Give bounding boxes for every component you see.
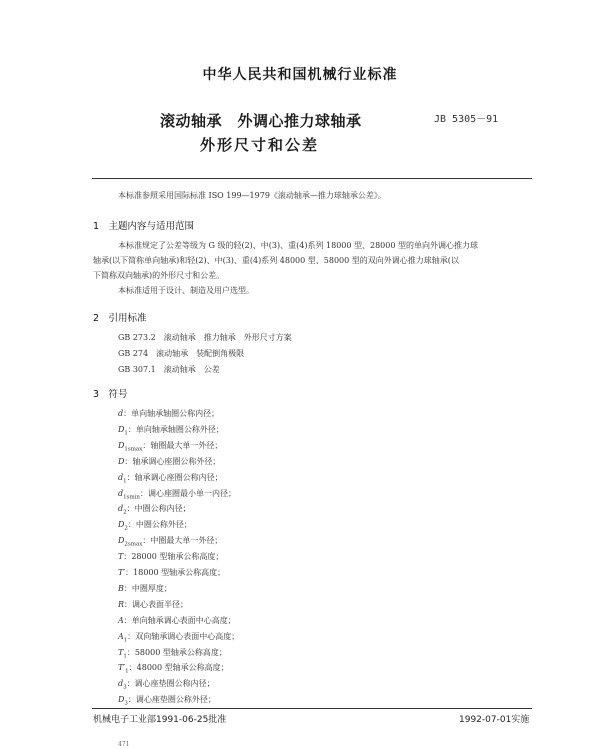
symbol-letter: d bbox=[118, 504, 124, 514]
symbol-description: ：调心座圈最小单一内径； bbox=[139, 488, 236, 498]
header-divider bbox=[92, 178, 532, 179]
section-2-heading: 2 引用标准 bbox=[93, 313, 147, 324]
section-3-heading: 3 符号 bbox=[93, 389, 128, 400]
symbol-definition bbox=[118, 472, 223, 485]
symbol-letter: d bbox=[118, 679, 124, 689]
symbol-description: ：单向轴承调心表面中心高度； bbox=[123, 615, 236, 625]
symbol-definition bbox=[118, 678, 215, 691]
symbol-description: ：调心表面半径； bbox=[124, 599, 189, 609]
symbol-definition bbox=[118, 519, 192, 532]
symbol-letter: B bbox=[118, 583, 124, 593]
symbol-letter: d bbox=[118, 472, 124, 482]
document-title-line-2: 外形尺寸和公差 bbox=[200, 136, 320, 154]
symbol-definition bbox=[118, 488, 236, 501]
symbol-definition bbox=[118, 424, 224, 437]
symbol-definition bbox=[118, 583, 172, 594]
symbol-definition bbox=[118, 631, 239, 644]
symbol-description: ：58000 型轴承公称高度； bbox=[126, 647, 227, 657]
symbol-subscript: 3 bbox=[123, 684, 127, 691]
symbol-description: ：中圈公称内径； bbox=[126, 504, 191, 514]
section-1-paragraph-1-line-1: 本标准规定了公差等级为 G 级的轻(2)、中(3)、重(4)系列 18000 型、28000 型的单向外调心推力球 bbox=[118, 241, 478, 250]
symbol-description: ：中圈最大单一外径； bbox=[142, 536, 223, 546]
symbol-description: ：中圈厚度； bbox=[123, 583, 172, 593]
intro-paragraph: 本标准参照采用国际标准 ISO 199—1979《滚动轴承—推力球轴承公差》。 bbox=[118, 191, 386, 200]
symbol-definition bbox=[118, 567, 225, 578]
symbol-definition bbox=[118, 408, 219, 419]
symbol-letter: d bbox=[118, 488, 124, 498]
symbol-description: ：调心座垫圈公称内径； bbox=[126, 679, 215, 689]
footer-divider bbox=[92, 708, 532, 709]
symbol-definition bbox=[118, 551, 223, 562]
symbol-description: ：单向轴承轴圈公称外径； bbox=[127, 424, 224, 434]
symbol-subscript: 1 bbox=[125, 668, 129, 675]
symbol-subscript: 1 bbox=[124, 430, 128, 437]
symbol-letter: A bbox=[118, 631, 124, 641]
symbol-letter: D bbox=[118, 695, 125, 705]
reference-standard-3: GB 307.1 滚动轴承 公差 bbox=[118, 365, 220, 374]
symbol-subscript: 1smin bbox=[123, 494, 140, 501]
symbol-definition bbox=[118, 615, 236, 626]
reference-standard-2: GB 274 滚动轴承 装配倒角极限 bbox=[118, 349, 245, 358]
symbol-definition bbox=[118, 503, 191, 516]
page-number: 471 bbox=[118, 741, 130, 748]
symbol-subscript: 2smax bbox=[124, 541, 143, 548]
approval-date: 机械电子工业部1991-06-25批准 bbox=[93, 715, 227, 725]
symbol-letter: T′ bbox=[118, 568, 126, 577]
symbol-subscript: 1 bbox=[123, 478, 127, 485]
symbol-definition bbox=[118, 694, 216, 707]
symbol-definition bbox=[118, 599, 188, 610]
symbol-description: ：18000 型轴承公称高度； bbox=[125, 568, 226, 577]
issuing-organization: 中华人民共和国机械行业标准 bbox=[202, 67, 398, 83]
section-1-paragraph-2: 本标准适用于设计、制造及用户选型。 bbox=[118, 286, 254, 295]
symbol-description: ：28000 型轴承公称高度； bbox=[123, 552, 224, 562]
symbol-description: ：双向轴承调心表面中心高度； bbox=[127, 631, 240, 641]
implementation-date: 1992-07-01实施 bbox=[459, 715, 530, 725]
symbol-description: ：48000 型轴承公称高度； bbox=[128, 663, 229, 673]
symbol-subscript: 3 bbox=[124, 700, 128, 707]
symbol-letter: D bbox=[118, 456, 125, 466]
symbol-letter: T′ bbox=[118, 663, 126, 673]
symbol-description: ：轴圈最大单一外径； bbox=[142, 440, 223, 450]
symbol-letter: D bbox=[118, 536, 125, 546]
symbol-description: ：轴承调心座圈公称内径； bbox=[126, 472, 223, 482]
symbol-description: ：单向轴承轴圈公称内径； bbox=[123, 409, 220, 418]
section-1-paragraph-1-line-2: 轴承(以下简称单向轴承)和轻(2)、中(3)、重(4)系列 48000 型、58000 型的双向外调心推力球轴承(以 bbox=[93, 256, 459, 265]
section-1-paragraph-1-line-3: 下简称双向轴承)的外形尺寸和公差。 bbox=[93, 271, 225, 280]
symbol-definition bbox=[118, 456, 220, 467]
symbol-definition bbox=[118, 647, 227, 660]
symbol-description: ：中圈公称外径； bbox=[127, 520, 192, 530]
symbol-letter: D bbox=[118, 440, 125, 450]
standard-number: JB 5305－91 bbox=[434, 114, 499, 125]
symbol-letter: T bbox=[118, 552, 124, 562]
document-title-line-1: 滚动轴承 外调心推力球轴承 bbox=[160, 112, 362, 130]
symbol-subscript: 1 bbox=[123, 653, 127, 660]
symbol-subscript: 2 bbox=[123, 509, 127, 516]
symbol-subscript: 2 bbox=[124, 525, 128, 532]
symbol-letter: D bbox=[118, 520, 125, 530]
symbol-definition bbox=[118, 535, 222, 548]
symbol-definition bbox=[118, 440, 222, 453]
symbol-subscript: 1smax bbox=[124, 446, 143, 453]
symbol-letter: A bbox=[118, 615, 124, 625]
symbol-letter: D bbox=[118, 424, 125, 434]
symbol-letter: T bbox=[118, 647, 124, 657]
symbol-letter: d bbox=[118, 409, 124, 418]
symbol-description: ：轴承调心座圈公称外径； bbox=[124, 456, 221, 466]
reference-standard-1: GB 273.2 滚动轴承 推力轴承 外形尺寸方案 bbox=[118, 333, 292, 342]
symbol-letter: R bbox=[118, 599, 125, 609]
symbol-definition bbox=[118, 662, 229, 675]
section-1-heading: 1 主题内容与适用范围 bbox=[93, 221, 195, 232]
symbol-subscript: 1 bbox=[123, 637, 128, 644]
symbol-description: ：调心座垫圈公称外径； bbox=[127, 695, 216, 705]
